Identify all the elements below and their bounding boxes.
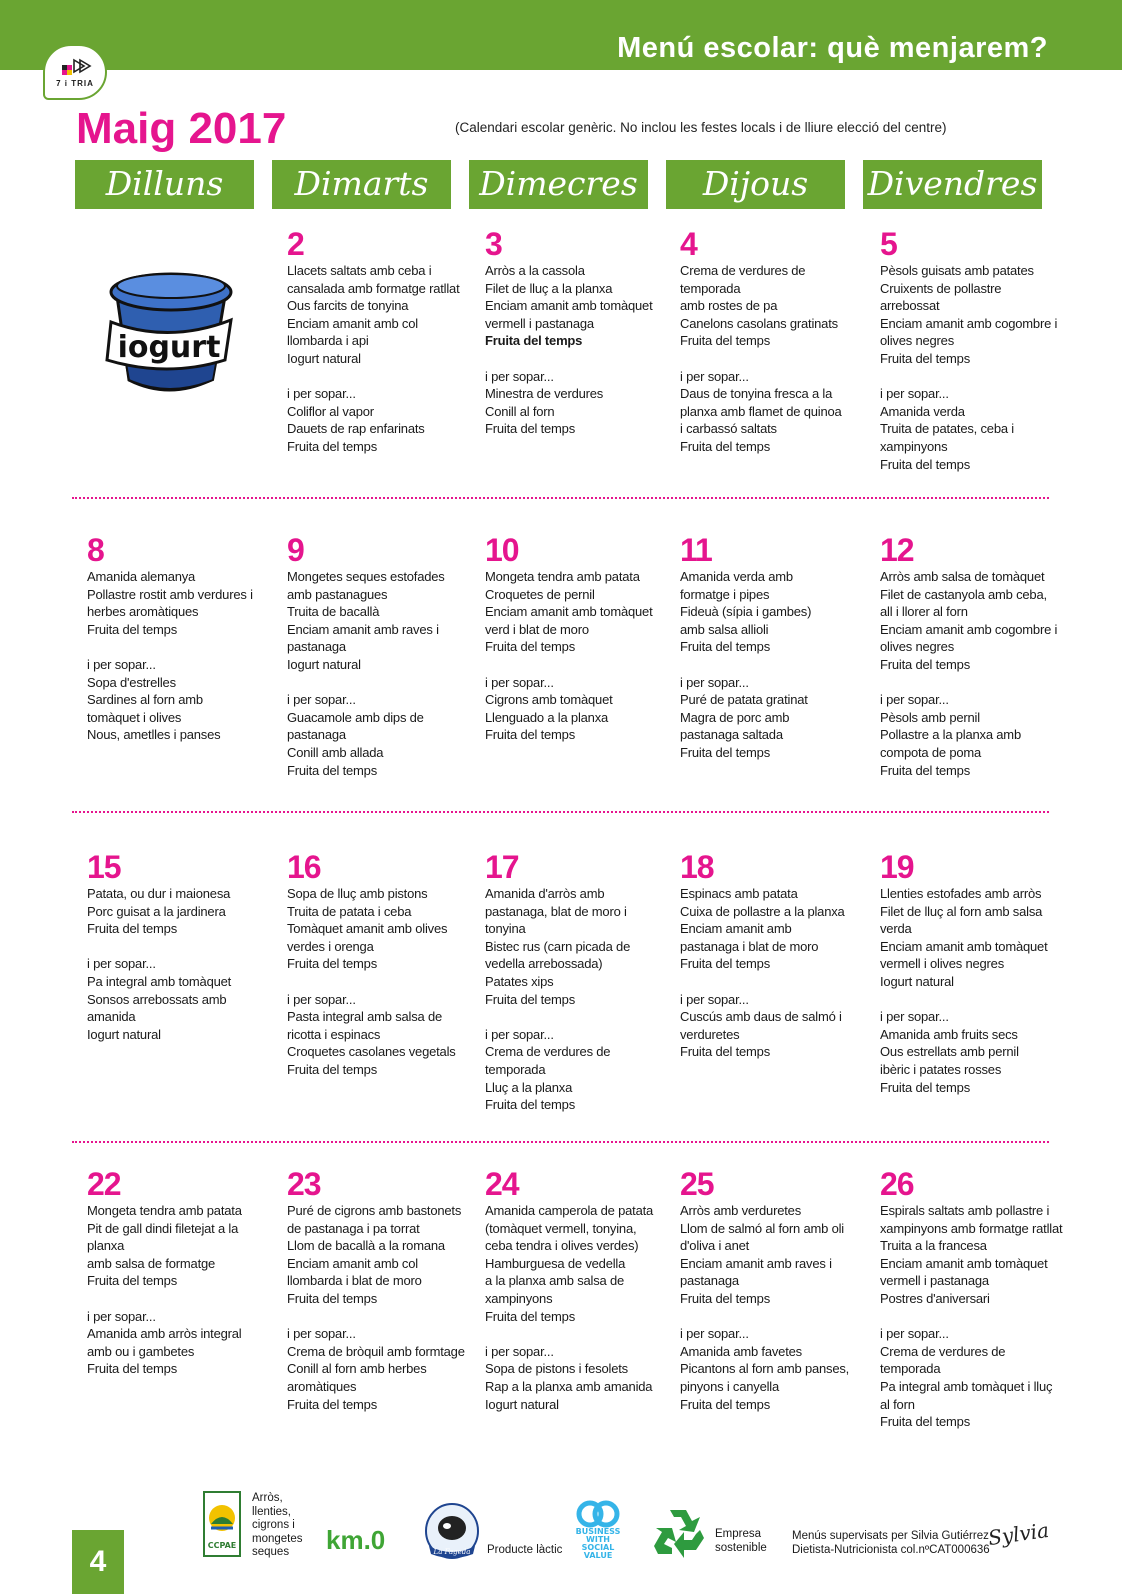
day-cell [287,851,467,1079]
menu-item: Iogurt natural [485,1396,559,1412]
day-number: 23 [287,1166,321,1202]
menu-item: Mongeta tendra amb patata [87,1203,242,1218]
dinner-label: i per sopar... [880,1009,949,1025]
menu-item: Fruita del temps [287,1061,378,1077]
menu-item: Fruita del temps [87,1361,178,1377]
line-gap [880,991,1060,1009]
menu-item: verda [880,921,912,937]
calendar-note: (Calendari escolar genèric. No inclou les festes locals i de lliure elecció del centre) [455,120,947,135]
menu-item: pastanaga, blat de moro i [485,903,627,919]
menu-item: verdes i orenga [287,938,374,954]
line-gap [485,350,665,368]
menu-item: verd i blat de moro [485,621,589,637]
menu-item: Amanida alemanya [87,569,196,584]
menu-item: Puré de cigrons amb bastonets [287,1203,462,1218]
menu-item: aromàtiques [287,1378,357,1394]
menu-item: Nous, ametlles i panses [87,727,221,743]
line-gap [287,674,467,692]
page-number: 4 [72,1530,124,1594]
menu-item: Fruita del temps [485,1308,576,1324]
menu-item: Fruita del temps [880,456,971,472]
menu-item: Pollastre rostit amb verdures i [87,586,253,602]
menu-item: Mongeta tendra amb patata [485,569,640,584]
menu-item: Crema de verdures de [680,263,806,278]
menu-item: Amanida amb favetes [680,1343,802,1359]
menu-item: temporada [680,280,741,296]
menu-item: Truita a la francesa [880,1238,987,1254]
menu-item: temporada [880,1361,941,1377]
line-gap [680,656,860,674]
day-number: 4 [680,226,697,262]
menu-item: Fruita del temps [680,1044,771,1060]
line-gap [880,368,1060,386]
menu-item: Llenguado a la planxa [485,709,609,725]
menu-item: Enciam amanit amb cogombre i [880,621,1058,637]
menu-item: Conill amb allada [287,744,384,760]
menu-item: Amanida d'arròs amb [485,886,605,901]
day-number: 5 [880,226,897,262]
day-cell [287,228,467,456]
day-number: 3 [485,226,502,262]
line-gap [485,1325,665,1343]
month-title: Maig 2017 [76,104,287,153]
menu-item: Truita de bacallà [287,604,380,620]
menu-item: vermell i pastanaga [485,315,594,331]
menu-item: ricotta i espinacs [287,1026,381,1042]
menu-item: Pèsols guisats amb patates [880,263,1034,278]
menu-item: Fruita del temps [485,991,576,1007]
line-gap [287,368,467,386]
dinner-label: i per sopar... [87,956,156,972]
menu-item: Postres d'aniversari [880,1290,990,1306]
menu-item: cansalada amb formatge ratllat [287,280,460,296]
menu-item: Fruita del temps [680,744,771,760]
menu-item: pastanaga [287,639,346,655]
day-number: 8 [87,532,104,568]
day-header-monday: Dilluns [75,160,254,209]
menu-item: vermell i pastanaga [880,1273,989,1289]
menu-item: Fruita del temps [485,727,576,743]
menu-item: xampinyons [880,438,948,454]
menu-item: Fruita del temps [485,1097,576,1113]
recycle-icon [648,1504,708,1560]
dinner-label: i per sopar... [880,692,949,708]
menu-item: d'oliva i anet [680,1238,750,1254]
menu-item: (tomàquet vermell, tonyina, [485,1220,637,1236]
day-cell [880,851,1060,1096]
menu-item: xampinyons amb formatge ratllat [880,1220,1063,1236]
menu-item: vedella arrebossada) [485,956,603,972]
line-gap [880,1308,1060,1326]
menu-item: Ous estrellats amb pernil [880,1044,1019,1060]
day-cell [287,1168,467,1413]
day-number: 25 [680,1166,714,1202]
day-cell [680,534,860,762]
dinner-label: i per sopar... [485,674,554,690]
menu-item: Mongetes seques estofades [287,569,445,584]
ccpae-seal [202,1490,242,1558]
menu-item: amb salsa allioli [680,621,769,637]
day-number: 18 [680,849,714,885]
dinner-label: i per sopar... [880,386,949,402]
menu-item: Arròs amb salsa de tomàquet [880,569,1045,584]
menu-item: amb rostes de pa [680,298,778,314]
menu-item: al forn [880,1396,915,1412]
menu-item: olives negres [880,639,954,655]
menu-item: arrebossat [880,298,940,314]
dinner-label: i per sopar... [880,1326,949,1342]
menu-item: Fruita del temps [880,656,971,672]
menu-item: Fruita del temps [287,438,378,454]
line-gap [485,656,665,674]
menu-item: pastanaga [680,1273,739,1289]
menu-item: olives negres [880,333,954,349]
line-gap [485,1008,665,1026]
menu-item: Fruita del temps [680,438,771,454]
ccpae-text: Arròs, llenties, cigrons i mongetes seques [252,1492,303,1558]
day-cell [680,851,860,1061]
milk-product-text: Producte làctic [487,1544,563,1556]
menu-item: Fruita del temps [680,1290,771,1306]
menu-item: Fruita del temps [287,762,378,778]
menu-item: amb salsa de formatge [87,1255,216,1271]
menu-item: Sopa de pistons i fesolets [485,1361,628,1377]
menu-item: Crema de verdures de [485,1044,611,1060]
menu-item: Fruita del temps [485,421,576,437]
menu-item: llombarda i blat de moro [287,1273,422,1289]
day-number: 2 [287,226,304,262]
menu-item: pastanaga i blat de moro [680,938,819,954]
menu-item: compota de poma [880,744,982,760]
menu-item: Canelons casolans gratinats [680,315,838,331]
menu-item: Fruita del temps [287,1396,378,1412]
day-number: 17 [485,849,519,885]
menu-item: Pollastre a la planxa amb [880,727,1021,743]
dinner-label: i per sopar... [287,1326,356,1342]
day-number: 19 [880,849,914,885]
menu-item: Enciam amanit amb tomàquet [485,298,653,314]
menu-item: Sardines al forn amb [87,692,203,708]
day-number: 26 [880,1166,914,1202]
menu-item: Enciam amanit amb col [287,315,418,331]
menu-item: Cuixa de pollastre a la planxa [680,903,845,919]
menu-item: Fruita del temps [87,621,178,637]
menu-item: Enciam amanit amb [680,921,792,937]
menu-item: Fruita del temps [485,639,576,655]
ccpae-label: CCPAE [207,1541,237,1550]
week-separator [72,811,1049,813]
day-cell [880,534,1060,779]
dinner-label: i per sopar... [87,1308,156,1324]
menu-item: ibèric i patates rosses [880,1061,1002,1077]
menu-item: amb pastanagues [287,586,388,602]
menu-item: pinyons i canyella [680,1378,780,1394]
line-gap [680,973,860,991]
svg-text:BUSINESS: BUSINESS [575,1527,621,1536]
signature: Sylvia [986,1517,1051,1551]
menu-item: Conill al forn [485,403,555,419]
svg-text:SOCIAL: SOCIAL [581,1543,615,1552]
menu-item: amanida [87,1009,136,1025]
menu-item: Fruita del temps [680,956,771,972]
menu-item: Filet de lluç a la planxa [485,280,613,296]
menu-item: Ous farcits de tonyina [287,298,409,314]
day-header-thursday: Dijous [666,160,845,209]
menu-item: Fideuà (sípia i gambes) [680,604,812,620]
menu-item: Llenties estofades amb arròs [880,886,1042,901]
menu-item: Crema de bròquil amb formtage [287,1343,465,1359]
yogurt-label: iogurt [117,330,221,365]
day-cell [87,1168,267,1378]
svg-text:VALUE: VALUE [583,1551,613,1558]
menu-item: Amanida verda [880,403,965,419]
day-cell [87,534,267,744]
menu-item: Fruita del temps [880,1079,971,1095]
menu-item: Arròs amb verduretes [680,1203,801,1218]
menu-item: Enciam amanit amb tomàquet [880,1255,1048,1271]
menu-item: Picantons al forn amb panses, [680,1361,850,1377]
menu-item: planxa [87,1238,125,1254]
menu-item: Fruita del temps [485,333,583,349]
week-separator [72,497,1049,499]
brand-logo [43,44,107,100]
menu-item: Rap a la planxa amb amanida [485,1378,653,1394]
dinner-label: i per sopar... [287,386,356,402]
menu-item: temporada [485,1061,546,1077]
dinner-label: i per sopar... [680,674,749,690]
menu-item: Sopa d'estrelles [87,674,176,690]
menu-item: Hamburguesa de vedella [485,1255,626,1271]
menu-item: Enciam amanit amb raves i [680,1255,832,1271]
menu-item: a la planxa amb salsa de [485,1273,625,1289]
menu-item: Patata, ou dur i maionesa [87,886,231,901]
menu-item: ceba tendra i olives verdes) [485,1238,639,1254]
menu-item: Crema de verdures de [880,1343,1006,1359]
menu-item: Pa integral amb tomàquet [87,973,232,989]
dinner-label: i per sopar... [287,692,356,708]
dinner-label: i per sopar... [87,656,156,672]
sustainable-company-text: Empresa sostenible [715,1528,767,1554]
day-number: 12 [880,532,914,568]
menu-item: xampinyons [485,1290,553,1306]
menu-item: Llacets saltats amb ceba i [287,263,432,278]
menu-item: Fruita del temps [880,350,971,366]
menu-item: Filet de castanyola amb ceba, [880,586,1047,602]
menu-item: Fruita del temps [680,1396,771,1412]
menu-item: Fruita del temps [880,1414,971,1430]
menu-item: Fruita del temps [680,639,771,655]
yogurt-illustration [105,262,235,402]
dinner-label: i per sopar... [485,1026,554,1042]
menu-item: Fruita del temps [880,762,971,778]
menu-item: Cuscús amb daus de salmó i [680,1009,842,1025]
menu-item: Cruixents de pollastre [880,280,1002,296]
menu-item: Pit de gall dindi filetejat a la [87,1220,239,1236]
menu-item: Amanida camperola de patata [485,1203,654,1218]
menu-item: pastanaga [287,727,346,743]
day-number: 24 [485,1166,519,1202]
line-gap [287,973,467,991]
bsv-logo [570,1500,626,1558]
menu-item: i carbassó saltats [680,421,777,437]
menu-item: Dauets de rap enfarinats [287,421,425,437]
day-number: 15 [87,849,121,885]
dinner-label: i per sopar... [680,991,749,1007]
menu-item: Enciam amanit amb col [287,1255,418,1271]
menu-item: Enciam amanit amb raves i [287,621,439,637]
menu-item: Enciam amanit amb tomàquet [880,938,1048,954]
line-gap [880,674,1060,692]
line-gap [680,1308,860,1326]
menu-item: Tomàquet amanit amb olives [287,921,448,937]
menu-item: Enciam amanit amb tomàquet [485,604,653,620]
day-cell [880,228,1060,473]
dinner-label: i per sopar... [680,368,749,384]
menu-item: Llom de bacallà a la romana [287,1238,445,1254]
la-fageda-logo [423,1502,481,1560]
day-cell [880,1166,1063,1431]
menu-item: Enciam amanit amb cogombre i [880,315,1058,331]
dinner-label: i per sopar... [287,991,356,1007]
menu-item: Fruita del temps [87,921,178,937]
menu-item: Espinacs amb patata [680,886,798,901]
day-cell [485,851,665,1114]
day-cell [485,1168,665,1413]
menu-item: Iogurt natural [880,973,954,989]
menu-item: pastanaga saltada [680,727,783,743]
menu-item: formatge i pipes [680,586,770,602]
km0-logo: km.0 [326,1525,386,1555]
page-title: Menú escolar: què menjarem? [617,32,1048,64]
day-number: 16 [287,849,321,885]
menu-item: all i llorer al forn [880,604,968,620]
line-gap [87,638,267,656]
menu-item: llombarda i api [287,333,369,349]
menu-item: Patates xips [485,973,554,989]
menu-item: Puré de patata gratinat [680,692,808,708]
menu-item: Pèsols amb pernil [880,709,980,725]
dinner-label: i per sopar... [485,368,554,384]
menu-item: planxa amb flamet de quinoa [680,403,842,419]
menu-item: amb ou i gambetes [87,1343,195,1359]
menu-item: Croquetes casolanes vegetals [287,1044,456,1060]
menu-item: Lluç a la planxa [485,1079,573,1095]
day-cell [287,534,467,779]
menu-item: Amanida amb arròs integral [87,1326,242,1342]
menu-item: Guacamole amb dips de [287,709,424,725]
menu-item: Amanida verda amb [680,569,793,584]
line-gap [287,1308,467,1326]
menu-item: Croquetes de pernil [485,586,595,602]
menu-item: tomàquet i olives [87,709,182,725]
menu-item: vermell i olives negres [880,956,1005,972]
menu-item: Iogurt natural [287,350,361,366]
supervised-by-text: Menús supervisats per Silvia Gutiérrez Dietista-Nutricionista col.nºCAT000636 [792,1530,990,1556]
menu-item: Iogurt natural [287,656,361,672]
svg-text:WITH: WITH [586,1535,610,1544]
day-header-tuesday: Dimarts [272,160,451,209]
menu-item: Conill al forn amb herbes [287,1361,427,1377]
menu-item: Iogurt natural [87,1026,161,1042]
day-cell [680,1168,860,1413]
menu-item: Fruita del temps [87,1273,178,1289]
menu-item: Espirals saltats amb pollastre i [880,1203,1050,1218]
menu-item: Sopa de lluç amb pistons [287,886,428,901]
menu-item: Pasta integral amb salsa de [287,1009,443,1025]
header-bar [0,0,1122,70]
brand-logo-icon [60,56,94,78]
menu-item: Truita de patata i ceba [287,903,412,919]
menu-item: Sonsos arrebossats amb [87,991,227,1007]
menu-item: Filet de lluç al forn amb salsa [880,903,1043,919]
line-gap [87,938,267,956]
menu-item: Truita de patates, ceba i [880,421,1014,437]
day-cell [485,228,665,438]
menu-item: Minestra de verdures [485,386,604,402]
menu-item: Magra de porc amb [680,709,790,725]
day-cell [87,851,267,1043]
menu-item: de pastanaga i pa torrat [287,1220,420,1236]
day-number: 9 [287,532,304,568]
menu-item: Arròs a la cassola [485,263,585,278]
line-gap [87,1290,267,1308]
week-separator [72,1141,1049,1143]
menu-item: Porc guisat a la jardinera [87,903,226,919]
day-header-friday: Divendres [863,160,1042,209]
day-number: 22 [87,1166,121,1202]
line-gap [680,350,860,368]
menu-item: Pa integral amb tomàquet i lluç [880,1378,1053,1394]
dinner-label: i per sopar... [680,1326,749,1342]
menu-item: Llom de salmó al forn amb oli [680,1220,844,1236]
menu-item: Coliflor al vapor [287,403,374,419]
menu-item: Bistec rus (carn picada de [485,938,631,954]
day-number: 10 [485,532,519,568]
day-cell [680,228,860,456]
menu-item: Amanida amb fruits secs [880,1026,1018,1042]
day-cell [485,534,665,744]
menu-item: tonyina [485,921,526,937]
day-number: 11 [680,532,712,568]
menu-item: verduretes [680,1026,740,1042]
dinner-label: i per sopar... [485,1343,554,1359]
menu-item: herbes aromàtiques [87,604,199,620]
menu-item: Fruita del temps [680,333,771,349]
menu-item: Daus de tonyina fresca a la [680,386,833,402]
menu-item: Fruita del temps [287,1290,378,1306]
menu-item: Fruita del temps [287,956,378,972]
la-fageda-label: La Fageda [433,1548,471,1556]
day-header-wednesday: Dimecres [469,160,648,209]
menu-item: Cigrons amb tomàquet [485,692,613,708]
brand-logo-text: 7 i TRIA [56,79,94,88]
